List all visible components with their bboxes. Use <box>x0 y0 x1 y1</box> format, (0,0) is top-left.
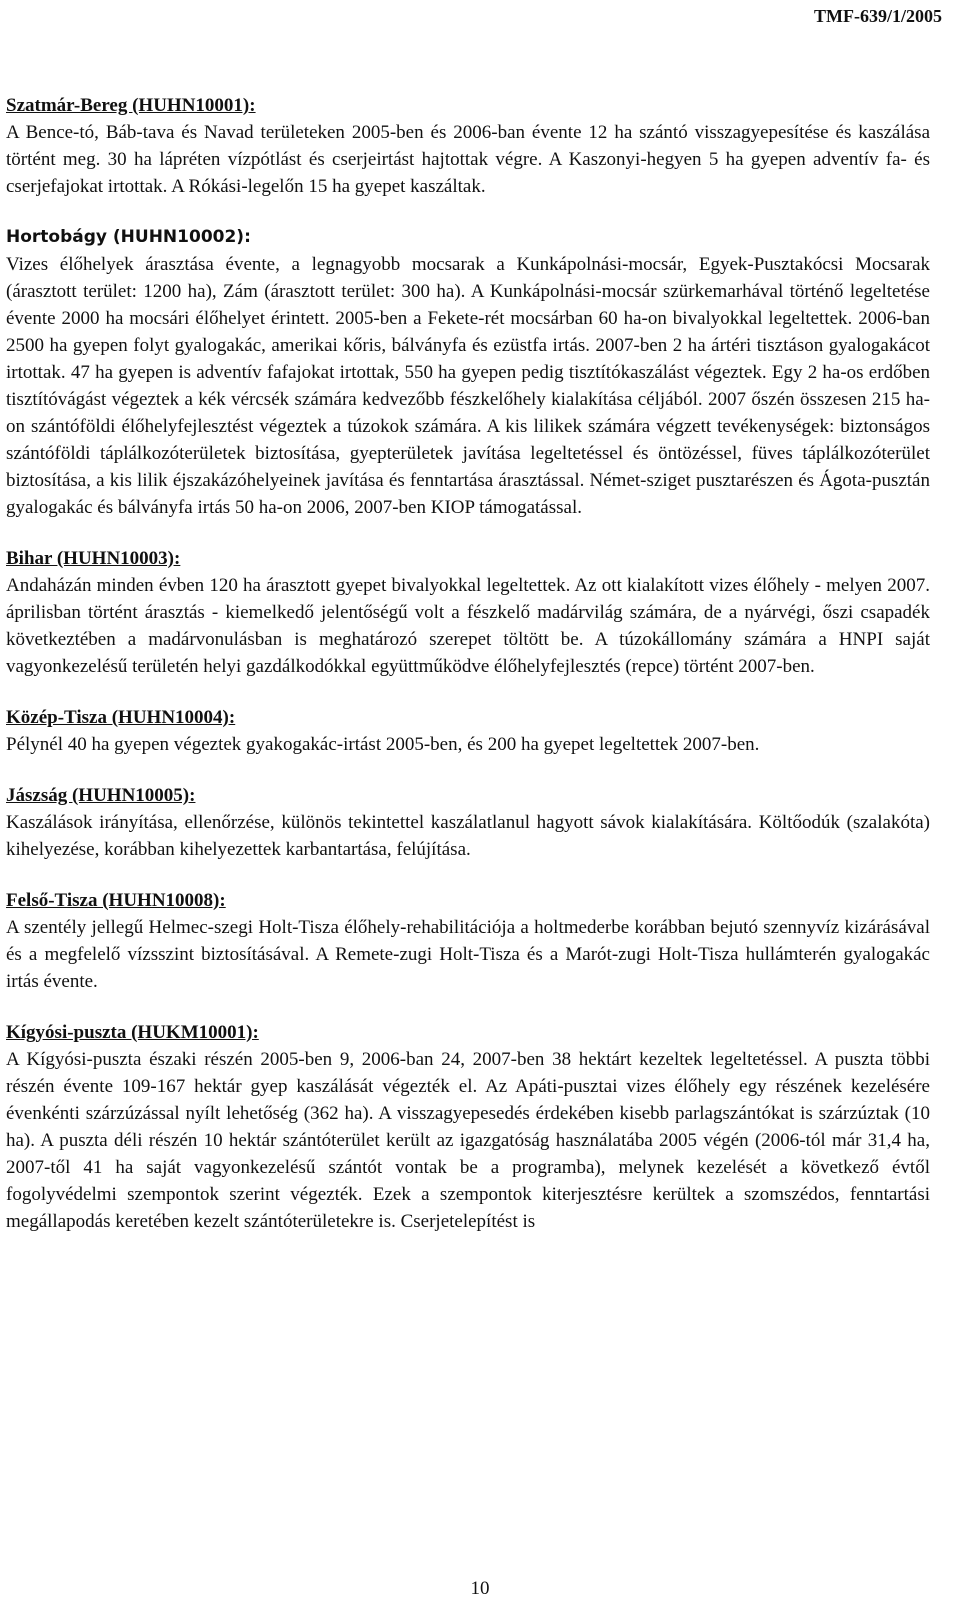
section-jaszsag <box>6 782 930 863</box>
section-szatmar-bereg <box>6 92 930 200</box>
section-heading: Közép-Tisza (HUHN10004): <box>6 707 236 728</box>
section-bihar <box>6 545 930 680</box>
section-felso-tisza <box>6 887 930 995</box>
section-paragraph: Andaházán minden évben 120 ha árasztott gyepet bivalyokkal legeltettek. Az ott kialakított vizes élőhely - melyen 2007. áprilisban történt árasztás - kiemelkedő jelentőségű volt a fészkelő madárvilág számára, de a nyárvégi, őszi csapadék következtében a madárvonulásban is meghatározó szerepet töltött be. A túzokállomány számára a HNPI saját vagyonkezelésű területén helyi gazdálkodókkal együttműködve élőhelyfejlesztés (repce) történt 2007-ben. <box>6 575 930 677</box>
section-paragraph: A Kígyósi-puszta északi részén 2005-ben 9, 2006-ban 24, 2007-ben 38 hektárt kezeltek legeltetéssel. A puszta többi részén évente 109-167 hektár gyep kaszálását végezték el. Az Apáti-pusztai vizes élőhely egy részének kezelésére évenkénti szárzúzással nyílt lehetőség (362 ha). A visszagyepesedés érdekében kisebb parlagszántókat is szárzúztak (10 ha). A puszta déli részén 10 hektár szántóterület került az igazgatóság használatába 2005 végén (2006-tól már 31,4 ha, 2007-től 41 ha saját vagyonkezelésű szántót vontak be a programba), melynek kezelését a következő évtől fogolyvédelmi szempontok szerint végezték. Ezek a szempontok kiterjesztésre kerültek a szomszédos, fenntartási megállapodás keretében kezelt szántóterületekre is. Cserjetelepítést is <box>6 1049 930 1232</box>
section-hortobagy <box>6 224 930 521</box>
document-id-header: TMF-639/1/2005 <box>814 6 942 26</box>
page-number: 10 <box>470 1578 490 1599</box>
section-paragraph: A Bence-tó, Báb-tava és Navad területeken 2005-ben és 2006-ban évente 12 ha szántó visszagyepesítése és kaszálása történt meg. 30 ha lápréten vízpótlást és cserjeirtást hajtottak végre. A Kaszonyi-hegyen 5 ha gyepen adventív fa- és cserjefajokat irtottak. A Rókási-legelőn 15 ha gyepet kaszáltak. <box>6 122 930 197</box>
section-paragraph: Kaszálások irányítása, ellenőrzése, különös tekintettel kaszálatlanul hagyott sávok kialakítására. Költőodúk (szalakóta) kihelyezése, korábban kihelyezettek karbantartása, felújítása. <box>6 812 930 860</box>
section-kozep-tisza <box>6 704 930 758</box>
section-kigyosi-puszta <box>6 1019 930 1235</box>
section-paragraph: Pélynél 40 ha gyepen végeztek gyakogakác-irtást 2005-ben, és 200 ha gyepet legeltettek 2007-ben. <box>6 734 760 755</box>
section-paragraph: Vizes élőhelyek árasztása évente, a legnagyobb mocsarak a Kunkápolnási-mocsár, Egyek-Pusztakócsi Mocsarak (árasztott terület: 1200 ha), Zám (árasztott terület: 300 ha). A Kunkápolnási-mocsár szürkemarhával történő legeltetése évente 2000 ha mocsári élőhelyet érintett. 2005-ben a Fekete-rét mocsárban 60 ha-on bivalyokkal legeltettek. 2006-ban 2500 ha gyepen folyt gyalogakác, amerikai kőris, bálványfa és ezüstfa irtás. 2007-ben 2 ha ártéri tisztáson gyalogakácot irtottak. 47 ha gyepen is adventív fafajokat irtottak, 550 ha gyepen pedig tisztítókaszálást végeztek. Egy 2 ha-os erdőben tisztítóvágást végeztek a kék vércsék számára kedvezőbb fészkelőhely kialakítása céljából. 2007 őszén összesen 215 ha-on szántóföldi élőhelyfejlesztést végeztek a túzokok számára. A kis lilikek számára végzett tevékenységek: biztonságos szántóföldi táplálkozóterületek biztosítása, gyepterületek javítása legeltetéssel és öntözéssel, füves táplálkozóterület biztosítása, a kis lilik éjszakázóhelyeinek javítása és fenntartása árasztással. Német-sziget pusztarészen és Ágota-pusztán gyalogakác és bálványfa irtás 50 ha-on 2006, 2007-ben KIOP támogatással. <box>6 254 930 518</box>
section-heading: Hortobágy (HUHN10002): <box>6 227 251 247</box>
section-heading: Felső-Tisza (HUHN10008): <box>6 890 226 911</box>
section-heading: Szatmár-Bereg (HUHN10001): <box>6 95 256 116</box>
section-heading: Jászság (HUHN10005): <box>6 785 196 806</box>
document-body <box>6 92 930 1259</box>
section-heading: Bihar (HUHN10003): <box>6 548 181 569</box>
section-paragraph: A szentély jellegű Helmec-szegi Holt-Tisza élőhely-rehabilitációja a holtmederbe korábban bejutó szennyvíz kizárásával és a megfelelő vízsszint biztosításával. A Remete-zugi Holt-Tisza és a Marót-zugi Holt-Tisza hullámterén gyalogakác irtás évente. <box>6 917 930 992</box>
section-heading: Kígyósi-puszta (HUKM10001): <box>6 1022 259 1043</box>
